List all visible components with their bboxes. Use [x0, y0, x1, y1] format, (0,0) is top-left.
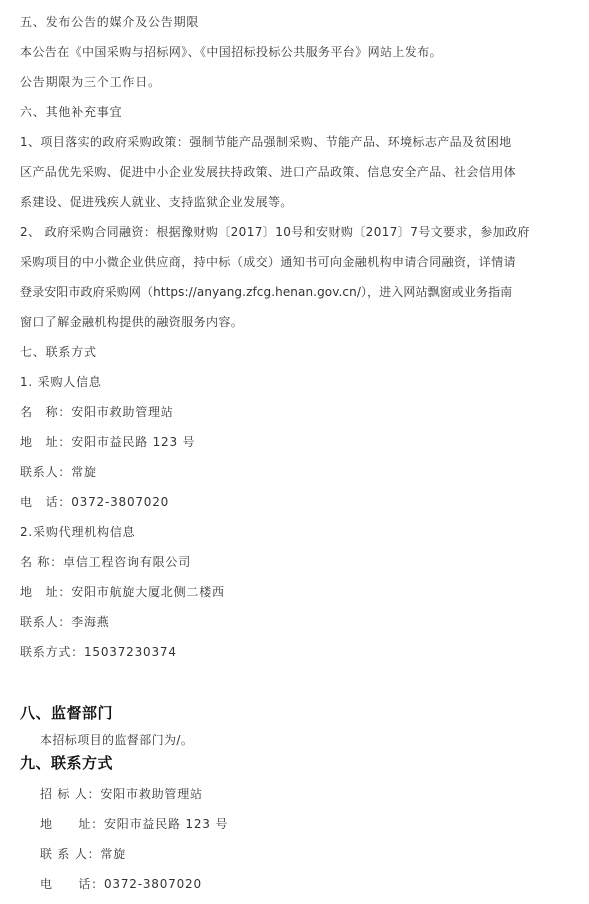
tenderer-name: 招 标 人：安阳市救助管理站 [40, 787, 203, 801]
purchaser-contact: 联系人：常旋 [20, 465, 97, 479]
section8-heading: 八、监督部门 [20, 704, 114, 722]
agency-contact: 联系人：李海燕 [20, 615, 110, 629]
section7-heading: 七、联系方式 [20, 345, 97, 359]
tenderer-phone: 电 话：0372-3807020 [40, 877, 202, 891]
section6-item2-line1: 2、 政府采购合同融资：根据豫财购〔2017〕10号和安财购〔2017〕7号文要求，参加政府 [20, 225, 530, 239]
section9-heading: 九、联系方式 [20, 754, 114, 772]
tenderer-address: 地 址：安阳市益民路 123 号 [40, 817, 229, 831]
section5-heading: 五、发布公告的媒介及公告期限 [20, 15, 200, 29]
tenderer-contact: 联 系 人：常旋 [40, 847, 127, 861]
section6-item2-line4: 窗口了解金融机构提供的融资服务内容。 [20, 315, 244, 329]
purchaser-address: 地 址：安阳市益民路 123 号 [20, 435, 196, 449]
agency-phone: 联系方式：15037230374 [20, 645, 177, 659]
section6-heading: 六、其他补充事宜 [20, 105, 123, 119]
supervision-text: 本招标项目的监督部门为/。 [40, 733, 194, 747]
section5-period-line: 公告期限为三个工作日。 [20, 75, 161, 89]
section6-item1-line3: 系建设、促进残疾人就业、支持监狱企业发展等。 [20, 195, 293, 209]
agency-address: 地 址：安阳市航旋大厦北侧二楼西 [20, 585, 225, 599]
section5-media-line: 本公告在《中国采购与招标网》、《中国招标投标公共服务平台》网站上发布。 [20, 45, 443, 59]
purchaser-name: 名 称：安阳市救助管理站 [20, 405, 174, 419]
purchaser-phone: 电 话：0372-3807020 [20, 495, 170, 509]
section6-item1-line2: 区产品优先采购、促进中小企业发展扶持政策、进口产品政策、信息安全产品、社会信用体 [20, 165, 517, 179]
section6-item2-line2: 采购项目的中小微企业供应商，持中标（成交）通知书可向金融机构申请合同融资，详情请 [20, 255, 517, 269]
section6-item1-line1: 1、项目落实的政府采购政策：强制节能产品强制采购、节能产品、环境标志产品及贫困地 [20, 135, 512, 149]
agency-name: 名 称：卓信工程咨询有限公司 [20, 555, 192, 569]
purchaser-info-title: 1. 采购人信息 [20, 375, 102, 389]
section6-item2-line3: 登录安阳市政府采购网（https://anyang.zfcg.henan.gov.cn/），进入网站飘窗或业务指南 [20, 285, 513, 299]
agency-info-title: 2.采购代理机构信息 [20, 525, 136, 539]
